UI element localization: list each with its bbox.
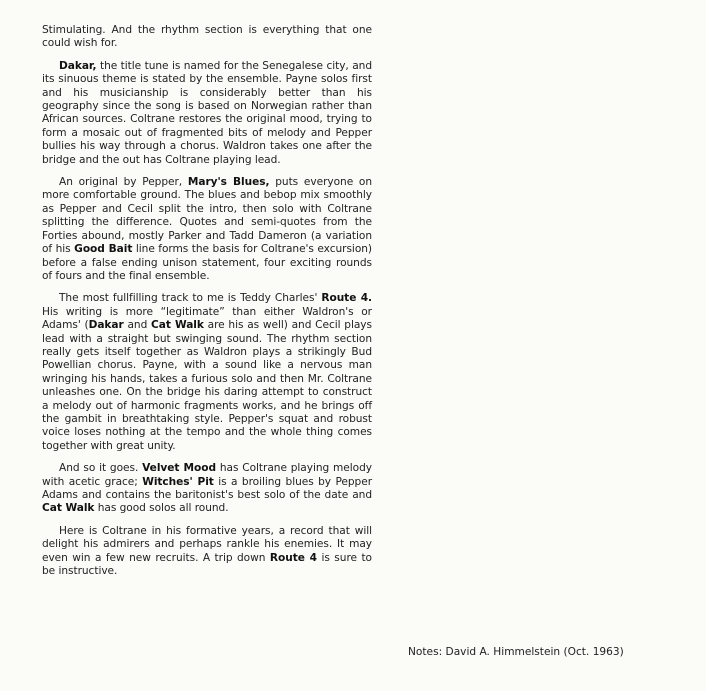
liner-notes-text-column [42, 24, 372, 587]
song-title: Good Bait [74, 243, 133, 256]
paragraph-conclusion [42, 525, 372, 579]
paragraph-marys-blues [42, 176, 372, 283]
text-run: Here is Coltrane in his formative years, a record that will delight his admirers and perhaps rankle his enemies. It may even win a few new recruits. A trip down [42, 524, 372, 564]
paragraph-dakar [42, 60, 372, 167]
text-run: The most fullfilling track to me is Teddy Charles' [59, 292, 322, 305]
song-title: Witches' Pit [142, 475, 214, 488]
paragraph-route-4 [42, 292, 372, 453]
song-title: Mary's Blues, [187, 176, 270, 189]
song-title: Route 4. [321, 292, 372, 305]
text-run: is a broiling blues by Pepper Adams and contains the baritonist's best solo of the date and [42, 475, 372, 501]
song-title: Cat Walk [42, 502, 95, 515]
song-title: Velvet Mood [142, 462, 217, 475]
song-title: Route 4 [269, 551, 317, 564]
paragraph-other-tracks [42, 462, 372, 516]
text-run: has Coltrane playing melody with acetic grace; [42, 462, 372, 488]
text-run: puts everyone on more comfortable ground. The blues and bebop mix smoothly as Pepper and Cecil split the intro, then solo with Coltrane splitting the difference. Quotes and semi-quotes from the Forties abound, mostly Parker and Tadd Dameron (a variation of his [42, 176, 373, 256]
song-title: Cat Walk [151, 319, 204, 332]
text-run: is sure to be instructive. [42, 551, 372, 578]
text-run: the title tune is named for the Senegalese city, and its sinuous theme is stated by the ensemble. Payne solos first and his musicianship is considerably better than his geography since the song is based on Norwegian rather than African sources. Coltrane restores the original mood, trying to form a mosaic out of fragmented bits of melody and Pepper bullies his way through a chorus. Waldron takes one after the bridge and the out has Coltrane playing lead. [42, 59, 372, 166]
text-run: Stimulating. And the rhythm section is everything that one could wish for. [42, 24, 372, 50]
text-run: His writing is more “legitimate” than either Waldron's or Adams' ( [42, 305, 372, 332]
paragraph-intro-continued [42, 24, 372, 51]
text-run: and [123, 319, 152, 332]
song-title: Dakar [88, 319, 124, 332]
text-run: has good solos all round. [94, 502, 229, 515]
text-run: are his as well) and Cecil plays lead with a straight but swinging sound. The rhythm section really gets itself together as Waldron plays a strikingly Bud Powellian chorus. Payne, with a sound like a nervous man wringing his hands, takes a furious solo and then Mr. Coltrane unleashes one. On the bridge his daring attempt to construct a melody out of harmonic fragments works, and he brings off the gambit in breathtaking style. Pepper's squat and robust voice loses nothing at the tempo and the whole thing comes together with great unity. [42, 319, 372, 452]
notes-credit: Notes: David A. Himmelstein (Oct. 1963) [408, 646, 624, 658]
text-run: And so it goes. [59, 462, 143, 475]
text-run: An original by Pepper, [59, 176, 188, 189]
song-title: Dakar, [59, 59, 97, 72]
text-run: line forms the basis for Coltrane's excursion) before a false ending unison statement, four exciting rounds of fours and the final ensemble. [42, 243, 373, 282]
